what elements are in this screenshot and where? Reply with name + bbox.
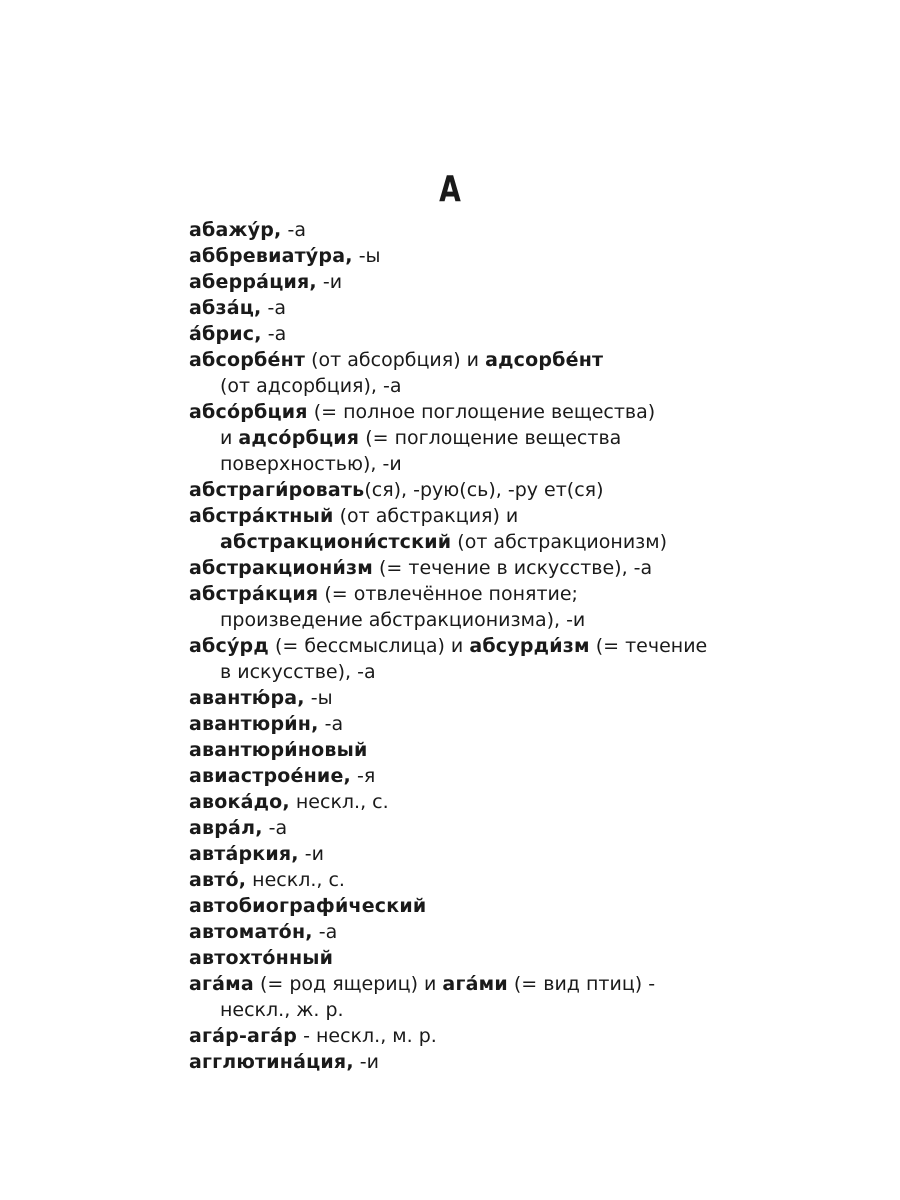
headword: нный: [275, 947, 334, 969]
headword: авто: [189, 869, 239, 891]
entry-continuation-line: [189, 607, 809, 633]
headword: абсурди: [469, 635, 563, 657]
headword: аберра: [189, 271, 270, 293]
headword: ц,: [239, 297, 262, 319]
entry-gloss: (= полное поглощение вещества): [307, 401, 656, 423]
headword: ра,: [270, 687, 305, 709]
dictionary-entry-line: [189, 945, 809, 971]
section-letter-heading: А: [439, 169, 461, 210]
entry-gloss: и: [220, 427, 239, 449]
headword: ровать: [288, 479, 365, 501]
headword: ция,: [269, 271, 317, 293]
entry-gloss: нескл., с.: [289, 791, 389, 813]
headword: нт: [578, 349, 604, 371]
entry-continuation-line: [189, 997, 809, 1023]
dictionary-entry-line: [189, 711, 809, 737]
headword: л,: [241, 817, 263, 839]
entry-continuation-line: [189, 529, 809, 555]
headword: авока: [189, 791, 254, 813]
headword: н,: [297, 713, 319, 735]
headword: новый: [297, 739, 368, 761]
headword: р: [283, 1025, 298, 1047]
entry-gloss: -и: [353, 1051, 380, 1073]
headword: рбция: [291, 427, 360, 449]
dictionary-entry-line: [189, 217, 809, 243]
headword: ага: [442, 973, 479, 995]
entry-gloss: -и: [316, 271, 343, 293]
headword: ческий: [348, 895, 427, 917]
headword: ктный: [265, 505, 334, 527]
entry-continuation-line: [189, 451, 809, 477]
headword: абажу: [189, 219, 261, 241]
dictionary-entry-line: [189, 737, 809, 763]
headword: нт: [280, 349, 306, 371]
entry-gloss: -а: [262, 817, 288, 839]
headword: н,: [291, 921, 313, 943]
entry-gloss: (= вид птиц) -: [507, 973, 656, 995]
dictionary-entry-line: [189, 399, 809, 425]
headword: ,: [238, 869, 247, 891]
dictionary-entry-line: [189, 269, 809, 295]
dictionary-entry-line: [189, 1049, 809, 1075]
dictionary-entry-line: [189, 555, 809, 581]
entry-gloss: (от абстракционизм): [451, 531, 668, 553]
headword: авра: [189, 817, 242, 839]
headword: ма: [225, 973, 254, 995]
headword: автомато: [189, 921, 292, 943]
headword: зм: [345, 557, 373, 579]
dictionary-entry-line: [189, 581, 809, 607]
headword: абстракциони: [220, 531, 377, 553]
dictionary-entry-line: [189, 867, 809, 893]
headword: авиастрое: [189, 765, 304, 787]
entry-gloss: -а: [318, 713, 344, 735]
headword: абстраги: [189, 479, 289, 501]
dictionary-entry-line: [189, 789, 809, 815]
headword: ага: [189, 973, 226, 995]
dictionary-entry-line: [189, 763, 809, 789]
entry-gloss: (= течение: [589, 635, 708, 657]
headword: зм: [562, 635, 590, 657]
dictionary-entries: [189, 217, 809, 1075]
headword: абстра: [189, 583, 265, 605]
headword: рд: [239, 635, 269, 657]
dictionary-entry-line: [189, 321, 809, 347]
headword: кция: [265, 583, 319, 605]
entry-gloss: (= поглощение вещества: [359, 427, 622, 449]
headword: авантюри: [189, 713, 298, 735]
headword: абсо: [189, 401, 241, 423]
headword: а: [189, 323, 203, 345]
dictionary-entry-line: [189, 685, 809, 711]
dictionary-entry-line: [189, 243, 809, 269]
headword: абсу: [189, 635, 240, 657]
dictionary-entry-line: [189, 295, 809, 321]
dictionary-entry-line: [189, 477, 809, 503]
entry-gloss: (= отвлечённое понятие;: [318, 583, 578, 605]
entry-continuation-line: [189, 659, 809, 685]
headword: ми: [478, 973, 508, 995]
entry-gloss: (от абстракция) и: [333, 505, 519, 527]
entry-gloss: (= род ящериц) и: [253, 973, 443, 995]
entry-gloss: -ы: [352, 245, 381, 267]
dictionary-entry-line: [189, 971, 809, 997]
entry-gloss: -и: [298, 843, 324, 865]
headword: автобиографи: [189, 895, 349, 917]
entry-continuation-line: [189, 373, 809, 399]
entry-gloss: -а: [312, 921, 338, 943]
dictionary-entry-line: [189, 841, 809, 867]
dictionary-entry-line: [189, 893, 809, 919]
dictionary-entry-line: [189, 815, 809, 841]
entry-gloss: -а: [261, 323, 287, 345]
entry-gloss: поверхностью), -и: [220, 453, 402, 475]
entry-continuation-line: [189, 425, 809, 451]
dictionary-entry-line: [189, 919, 809, 945]
headword: агглютина: [189, 1051, 307, 1073]
headword: ркия,: [238, 843, 299, 865]
headword: авантюри: [189, 739, 298, 761]
dictionary-entry-line: [189, 633, 809, 659]
headword: абстракциони: [189, 557, 346, 579]
entry-gloss: (= течение в искусстве), -а: [372, 557, 653, 579]
dictionary-entry-line: [189, 1023, 809, 1049]
headword: ага: [189, 1025, 226, 1047]
headword: абсорбе: [189, 349, 281, 371]
entry-gloss: (ся), -рую(сь), -ру ет(ся): [364, 479, 604, 501]
entry-gloss: (= бессмыслица) и: [268, 635, 470, 657]
headword: рбция: [240, 401, 308, 423]
headword: р-ага: [225, 1025, 284, 1047]
headword: брис,: [202, 323, 262, 345]
entry-gloss: нескл., ж. р.: [220, 999, 344, 1021]
headword: ние,: [303, 765, 351, 787]
dictionary-entry-line: [189, 503, 809, 529]
entry-gloss: нескл., с.: [246, 869, 345, 891]
headword: авта: [189, 843, 239, 865]
entry-gloss: -а: [281, 219, 306, 241]
headword: р,: [260, 219, 282, 241]
dictionary-entry-line: [189, 347, 809, 373]
entry-gloss: -ы: [304, 687, 333, 709]
entry-gloss: -а: [261, 297, 286, 319]
headword: до,: [253, 791, 290, 813]
headword: адсо: [238, 427, 292, 449]
headword: авантю: [189, 687, 271, 709]
headword: абстра: [189, 505, 265, 527]
entry-gloss: произведение абстракционизма), -и: [220, 609, 586, 631]
headword: стский: [376, 531, 452, 553]
headword: ция,: [306, 1051, 354, 1073]
headword: автохто: [189, 947, 276, 969]
headword: аббревиату: [189, 245, 319, 267]
entry-gloss: -я: [350, 765, 376, 787]
headword: абза: [189, 297, 240, 319]
entry-gloss: - нескл., м. р.: [297, 1025, 437, 1047]
entry-gloss: в искусстве), -а: [220, 661, 376, 683]
entry-gloss: (от адсорбция), -а: [220, 375, 402, 397]
entry-gloss: (от абсорбция) и: [305, 349, 486, 371]
headword: ра,: [318, 245, 353, 267]
headword: адсорбе: [485, 349, 579, 371]
